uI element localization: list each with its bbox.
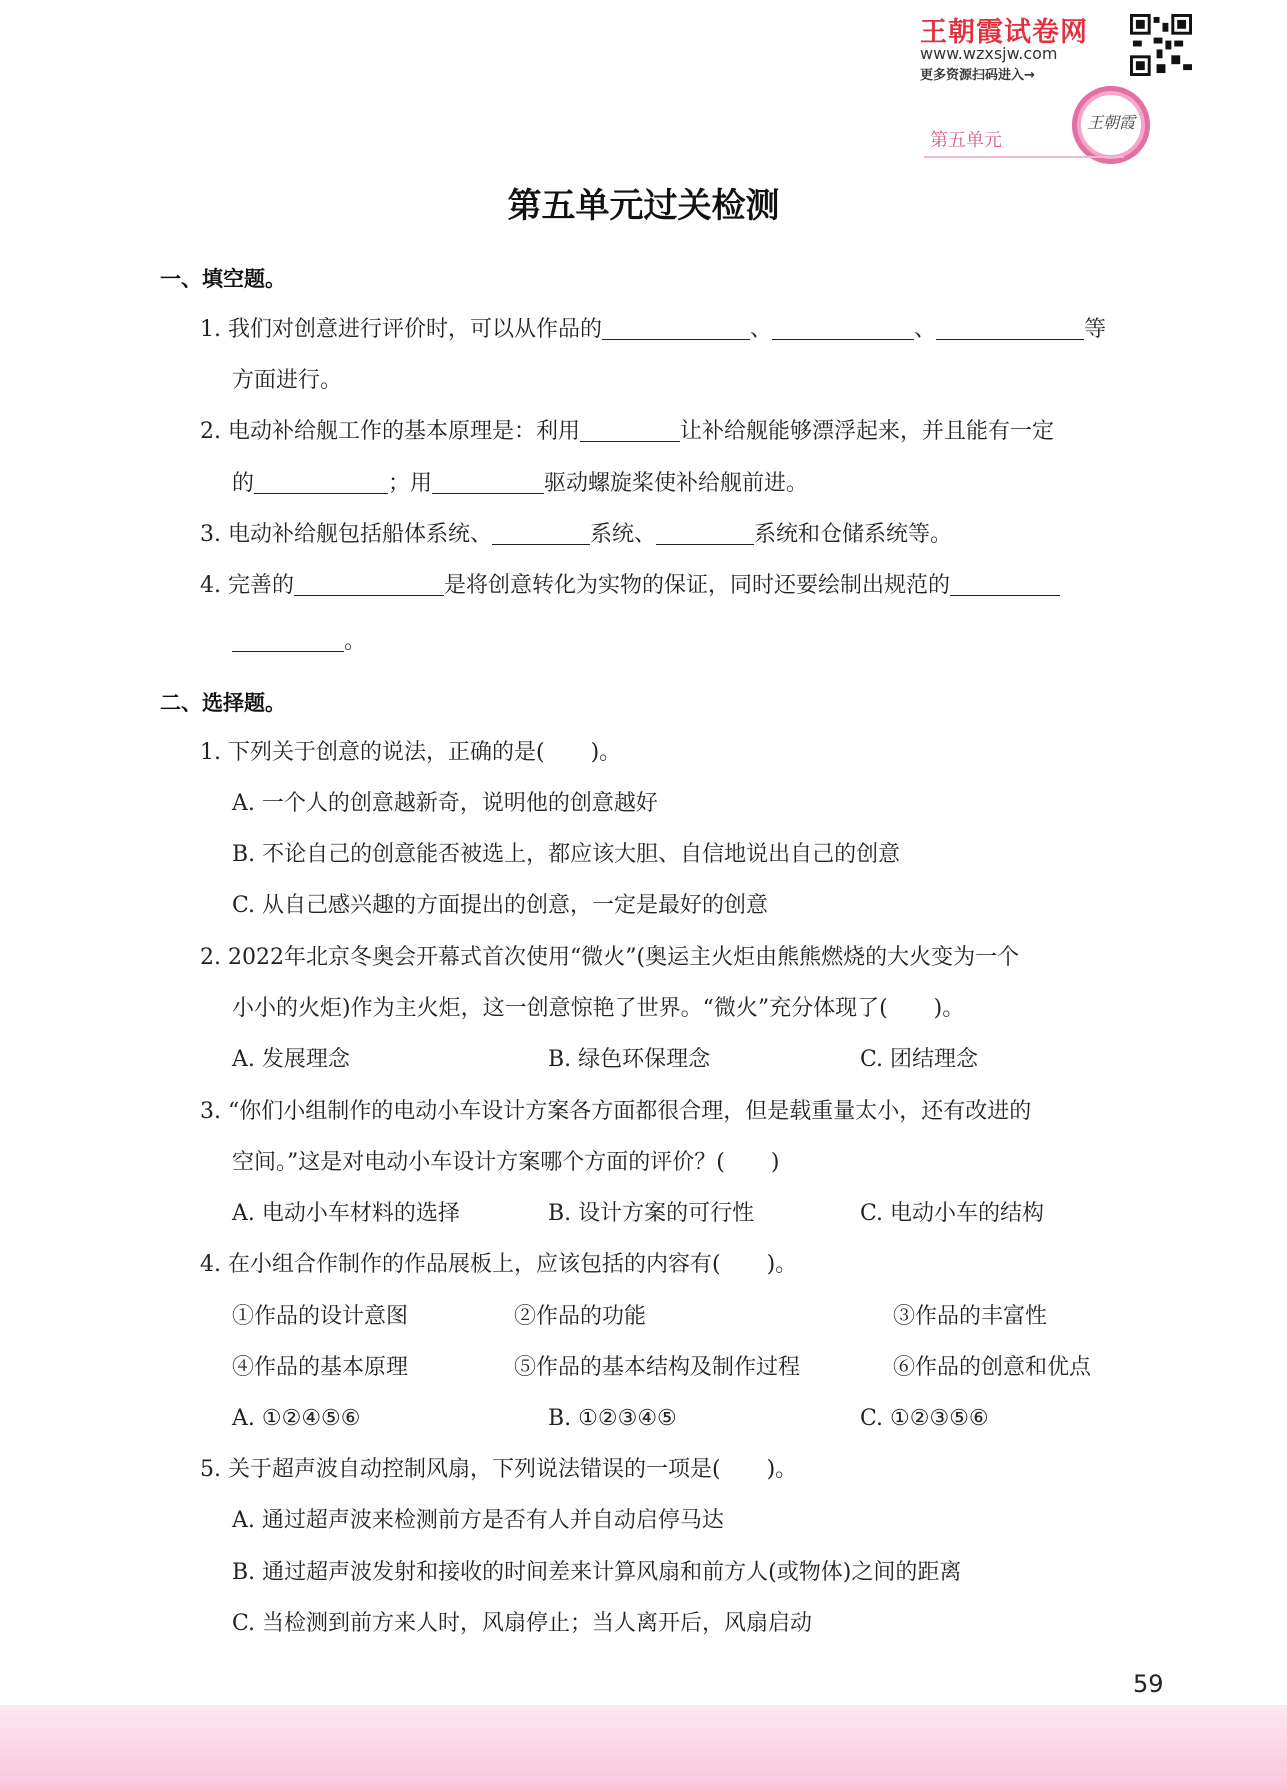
question-number: 4.	[200, 1252, 221, 1277]
question-text: 让补给舰能够漂浮起来，并且能有一定	[680, 419, 1055, 444]
choice-q3-option-c[interactable]: C. 电动小车的结构	[860, 1201, 1045, 1226]
choice-q1-option-b[interactable]: B. 不论自己的创意能否被选上，都应该大胆、自信地说出自己的创意	[232, 842, 901, 867]
answer-blank[interactable]	[580, 419, 680, 442]
choice-q5-stem: 5. 关于超声波自动控制风扇，下列说法错误的一项是( )。	[200, 1457, 798, 1482]
answer-blank[interactable]	[432, 471, 544, 494]
choice-q4-options	[0, 1404, 1287, 1434]
choice-q1-option-c[interactable]: C. 从自己感兴趣的方面提出的创意，一定是最好的创意	[232, 893, 769, 918]
fill-q2-line1	[200, 417, 1054, 447]
choice-q3-option-a[interactable]: A. 电动小车材料的选择	[232, 1201, 460, 1226]
answer-blank[interactable]	[950, 573, 1060, 596]
choice-q3-option-b[interactable]: B. 设计方案的可行性	[548, 1201, 755, 1226]
question-text: 完善的	[228, 573, 295, 598]
question-number: 3.	[200, 1099, 221, 1124]
answer-blank[interactable]	[232, 629, 344, 652]
choice-q4-option-b[interactable]: B. ①②③④⑤	[548, 1406, 677, 1431]
answer-blank[interactable]	[294, 573, 444, 596]
choice-q4-stem: 4. 在小组合作制作的作品展板上，应该包括的内容有( )。	[200, 1252, 798, 1277]
site-hint: 更多资源扫码进入→	[920, 68, 1035, 83]
page-title: 第五单元过关检测	[507, 186, 780, 226]
choice-q4-item: ④作品的基本原理	[232, 1355, 409, 1380]
choice-q5-option-c[interactable]: C. 当检测到前方来人时，风扇停止；当人离开后，风扇启动	[232, 1611, 813, 1636]
question-number: 2.	[200, 945, 221, 970]
page-number: 59	[1133, 1670, 1164, 1698]
answer-blank[interactable]	[772, 317, 914, 340]
choice-q2-options	[0, 1045, 1287, 1075]
choice-q3-stem-line2: 空间。”这是对电动小车设计方案哪个方面的评价？( )	[232, 1150, 780, 1175]
choice-q2-option-a[interactable]: A. 发展理念	[232, 1047, 350, 1072]
choice-q4-item: ⑥作品的创意和优点	[893, 1355, 1092, 1380]
choice-q3-options	[0, 1199, 1287, 1229]
fill-q1-line1: 1. 我们对创意进行评价时，可以从作品的 、 、 等	[200, 317, 1107, 342]
question-number: 1.	[200, 740, 221, 765]
choice-q4-items-row2	[0, 1353, 1287, 1383]
choice-q4-option-c[interactable]: C. ①②③⑤⑥	[860, 1406, 989, 1431]
choice-q2-stem-line2: 小小的火炬)作为主火炬，这一创意惊艳了世界。“微火”充分体现了( )。	[232, 996, 965, 1021]
question-number: 1.	[200, 317, 221, 342]
question-number: 2.	[200, 419, 221, 444]
answer-blank[interactable]	[492, 522, 590, 545]
question-text: 电动补给舰包括船体系统、	[228, 522, 493, 547]
choice-q4-item: ③作品的丰富性	[893, 1304, 1048, 1329]
brand-seal-logo	[1072, 86, 1150, 164]
site-name: 王朝霞试卷网	[920, 17, 1088, 48]
answer-blank[interactable]	[254, 471, 388, 494]
section-heading-fill-blank: 一、填空题。	[160, 267, 286, 291]
question-number: 3.	[200, 522, 221, 547]
fill-q1-line2	[232, 366, 342, 396]
choice-q4-item: ⑤作品的基本结构及制作过程	[514, 1355, 801, 1380]
brand-seal-text: 王朝霞	[1081, 95, 1141, 155]
choice-q4-item: ②作品的功能	[514, 1304, 647, 1329]
answer-blank[interactable]	[936, 317, 1084, 340]
question-text: 电动补给舰工作的基本原理是：利用	[228, 419, 581, 444]
question-number: 4.	[200, 573, 221, 598]
choice-q5-option-a[interactable]: A. 通过超声波来检测前方是否有人并自动启停马达	[232, 1508, 724, 1533]
choice-q3-stem-line1: 3. “你们小组制作的电动小车设计方案各方面都很合理，但是载重量太小，还有改进的	[200, 1099, 1032, 1124]
choice-q1-stem: 1. 下列关于创意的说法，正确的是( )。	[200, 740, 622, 765]
choice-q5-option-b[interactable]: B. 通过超声波发射和接收的时间差来计算风扇和前方人(或物体)之间的距离	[232, 1560, 962, 1585]
page-header	[900, 6, 1200, 156]
question-text: 我们对创意进行评价时，可以从作品的	[228, 317, 603, 342]
question-text: 是将创意转化为实物的保证，同时还要绘制出规范的	[444, 573, 951, 598]
unit-underline	[924, 156, 1124, 158]
answer-blank[interactable]	[656, 522, 754, 545]
question-number: 5.	[200, 1457, 221, 1482]
choice-q2-option-b[interactable]: B. 绿色环保理念	[548, 1047, 711, 1072]
site-url[interactable]: www.wzxsjw.com	[920, 44, 1058, 63]
fill-q3: 3. 电动补给舰包括船体系统、 系统、 系统和仓储系统等。	[200, 522, 953, 547]
section-heading-choice: 二、选择题。	[160, 691, 286, 715]
fill-q4-line1	[200, 571, 1060, 601]
choice-q1-option-a[interactable]: A. 一个人的创意越新奇，说明他的创意越好	[232, 791, 658, 816]
choice-q4-items-row1	[0, 1302, 1287, 1332]
choice-q4-option-a[interactable]: A. ①②④⑤⑥	[232, 1406, 361, 1431]
unit-tab: 第五单元	[930, 130, 1002, 151]
choice-q2-stem-line1: 2. 2022年北京冬奥会开幕式首次使用“微火”(奥运主火炬由熊熊燃烧的大火变为一个	[200, 945, 1020, 970]
footer-band	[0, 1705, 1287, 1789]
fill-q4-line2: 。	[232, 627, 366, 657]
choice-q2-option-c[interactable]: C. 团结理念	[860, 1047, 979, 1072]
answer-blank[interactable]	[602, 317, 750, 340]
fill-q2-line2: 的 ；用 驱动螺旋桨使补给舰前进。	[232, 471, 809, 496]
choice-q4-item: ①作品的设计意图	[232, 1304, 409, 1329]
question-text: 方面进行。	[232, 368, 343, 393]
qr-code-icon[interactable]	[1130, 14, 1192, 76]
